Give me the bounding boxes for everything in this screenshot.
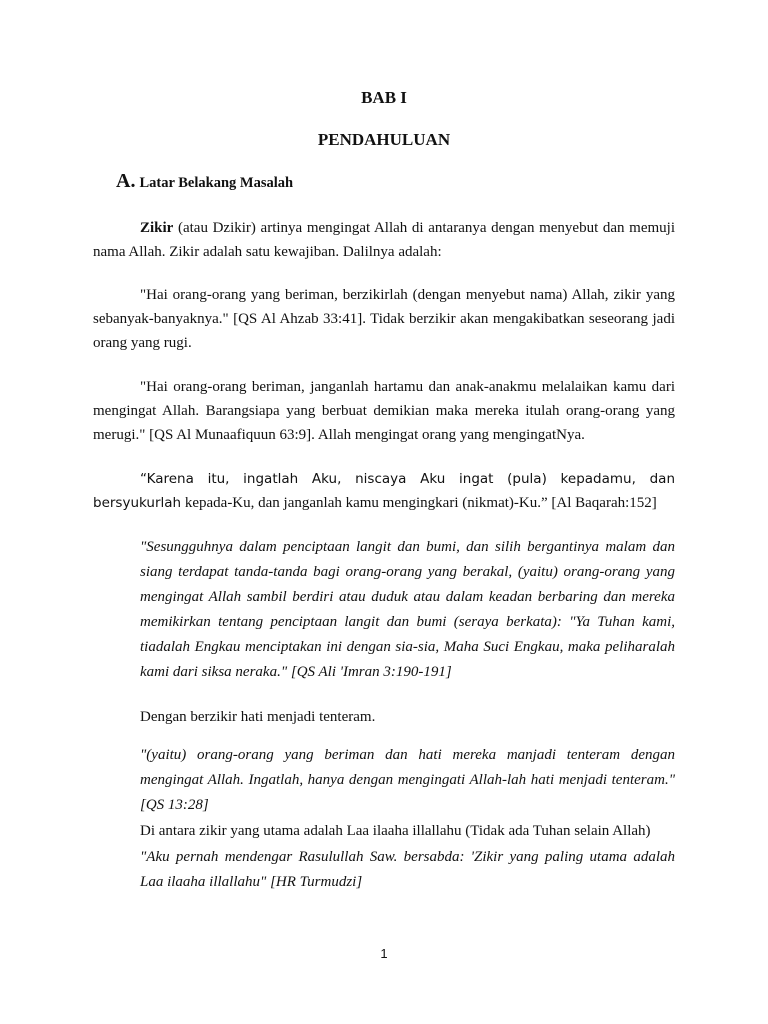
- quote-ali-imran: "Sesungguhnya dalam penciptaan langit dan bumi, dan silih bergantinya malam dan siang terdapat tanda-tanda bagi orang-orang yang berakal, (yaitu) orang-orang yang mengingat Allah sambil berdiri atau duduk atau dalam keadan berbaring dan mereka memikirkan tentang penciptaan langit dan bumi (seraya berkata): "Ya Tuhan kami, tiadalah Engkau menciptakan ini dengan sia-sia, Maha Suci Engkau, maka peliharalah kami dari siksa neraka." [QS Ali 'Imran 3:190-191]: [140, 539, 675, 680]
- section-title-text: Latar Belakang Masalah: [139, 175, 294, 191]
- quote-qs-13-28: "(yaitu) orang-orang yang beriman dan hati mereka manjadi tenteram dengan mengingat Allah. Ingatlah, hanya dengan mengingati Allah-lah hati menjadi tenteram." [QS 13:28]: [140, 747, 675, 813]
- paragraph-zikir-definition: [93, 216, 675, 264]
- chapter-title-text: PENDAHULUAN: [317, 130, 451, 149]
- al-baqarah-quote-start: “Karena itu, ingatlah Aku, niscaya Aku ingat (pula) kepadamu, dan bersyukurlah: [93, 471, 675, 511]
- quote-hr-turmudzi: "Aku pernah mendengar Rasulullah Saw. bersabda: 'Zikir yang paling utama adalah Laa ilaaha illallahu" [HR Turmudzi]: [140, 849, 675, 890]
- section-heading: [116, 170, 293, 193]
- chapter-title: [0, 130, 768, 150]
- paragraph-al-munaafiquun: "Hai orang-orang beriman, janganlah hartamu dan anak-anakmu melalaikan kamu dari mengingat Allah. Barangsiapa yang berbuat demikian maka mereka itulah orang-orang yang merugi." [QS Al Munaafiquun 63:9]. Allah mengingat orang yang mengingatNya.: [93, 379, 675, 443]
- paragraph-zikir-text: (atau Dzikir) artinya mengingat Allah di antaranya dengan menyebut dan memuji nama Allah. Zikir adalah satu kewajiban. Dalilnya adalah:: [93, 220, 675, 260]
- al-baqarah-quote-end: kepada-Ku, dan janganlah kamu mengingkari (nikmat)-Ku.” [Al Baqarah:152]: [181, 495, 657, 511]
- paragraph-al-baqarah: [93, 467, 675, 515]
- chapter-heading: [0, 88, 768, 108]
- zikir-term: Zikir: [140, 220, 174, 236]
- page-number: 1: [380, 946, 388, 961]
- line-hati-tenteram: Dengan berzikir hati menjadi tenteram.: [140, 709, 376, 725]
- paragraph-al-ahzab: "Hai orang-orang yang beriman, berzikirlah (dengan menyebut nama) Allah, zikir yang sebanyak-banyaknya." [QS Al Ahzab 33:41]. Tidak berzikir akan mengakibatkan seseorang jadi orang yang rugi.: [93, 287, 675, 351]
- line-zikir-utama: Di antara zikir yang utama adalah Laa ilaaha illallahu (Tidak ada Tuhan selain Allah): [140, 823, 651, 839]
- section-letter: A.: [116, 170, 136, 192]
- chapter-number: BAB I: [361, 88, 407, 107]
